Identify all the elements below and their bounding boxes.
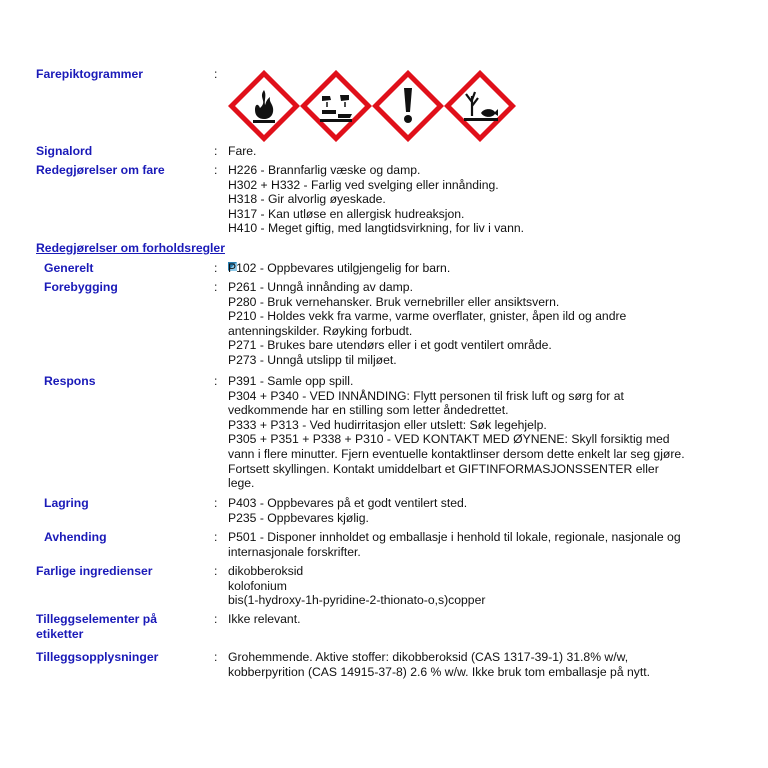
signal-word-value [228, 144, 728, 159]
storage-list [228, 496, 728, 525]
supplemental-info-label: Tilleggsopplysninger [36, 650, 159, 664]
precautionary-statements-heading: Redegjørelser om forholdsregler [36, 241, 225, 255]
supplemental-info-colon: : [214, 650, 218, 664]
response-line: Fortsett skyllingen. Kontakt umiddelbart et GIFTINFORMASJONSSENTER eller [228, 461, 659, 476]
general-line: P102 - Oppbevares utilgjengelig for barn. [228, 261, 451, 275]
disposal-colon: : [214, 530, 218, 544]
disposal-line: internasjonale forskrifter. [228, 544, 361, 559]
storage-line: P403 - Oppbevares på et godt ventilert sted. [228, 496, 468, 510]
response-list [228, 374, 728, 491]
hazard-line: H302 + H332 - Farlig ved svelging eller innånding. [228, 177, 499, 192]
response-label: Respons [44, 374, 96, 388]
hazard-line: H226 - Brannfarlig væske og damp. [228, 163, 421, 177]
supplemental-info-list [228, 650, 728, 679]
supplemental-elements-label [36, 612, 157, 642]
prevention-colon: : [214, 280, 218, 294]
signal-word-label: Signalord [36, 144, 93, 158]
prevention-line: P273 - Unngå utslipp til miljøet. [228, 352, 397, 367]
signal-word-colon: : [214, 144, 218, 158]
supplemental-elements-label-line: Tilleggselementer på [36, 612, 158, 626]
response-colon: : [214, 374, 218, 388]
disposal-label: Avhending [44, 530, 107, 544]
pictogram-row [228, 70, 528, 144]
disposal-list [228, 530, 728, 559]
prevention-label: Forebygging [44, 280, 118, 294]
general-list [228, 261, 728, 276]
signal-word-text: Fare. [228, 144, 257, 158]
supplemental-info-line: kobberpyrition (CAS 14915-37-8) 2.6 % w/w. Ikke bruk tom emballasje på nytt. [228, 664, 651, 679]
general-label: Generelt [44, 261, 94, 275]
hazard-line: H318 - Gir alvorlig øyeskade. [228, 192, 386, 207]
flame-pictogram-icon [228, 70, 300, 142]
prevention-line: P271 - Brukes bare utendørs eller i et godt ventilert område. [228, 338, 552, 353]
prevention-line: P280 - Bruk vernehansker. Bruk vernebriller eller ansiktsvern. [228, 294, 560, 309]
supplemental-info-line: Grohemmende. Aktive stoffer: dikobberoksid (CAS 1317-39-1) 31.8% w/w, [228, 650, 629, 664]
exclamation-pictogram-icon [372, 70, 444, 142]
pictograms-colon: : [214, 67, 218, 81]
response-line: vedkommende har en stilling som letter åndedrettet. [228, 403, 509, 418]
response-line: P305 + P351 + P338 + P310 - VED KONTAKT MED ØYNENE: Skyll forsiktig med [228, 432, 670, 447]
corrosion-pictogram-icon [300, 70, 372, 142]
supplemental-elements-colon: : [214, 612, 218, 626]
supplemental-elements-value [228, 612, 728, 627]
hazard-statements-list [228, 163, 728, 236]
storage-line: P235 - Oppbevares kjølig. [228, 510, 369, 525]
prevention-line: antenningskilder. Røyking forbudt. [228, 323, 413, 338]
prevention-line: P210 - Holdes vekk fra varme, varme overflater, gnister, åpen ild og andre [228, 309, 627, 324]
response-line: P333 + P313 - Ved hudirritasjon eller utslett: Søk legehjelp. [228, 417, 547, 432]
ingredients-label: Farlige ingredienser [36, 564, 153, 578]
response-line: vann i flere minutter. Fjern eventuelle kontaktlinser dersom dette enkelt lar seg gjøre. [228, 446, 685, 461]
prevention-line: P261 - Unngå innånding av damp. [228, 280, 413, 294]
disposal-line: P501 - Disponer innholdet og emballasje i henhold til lokale, regionale, nasjonale og [228, 530, 681, 544]
hazard-statements-label: Redegjørelser om fare [36, 163, 165, 177]
ingredient-line: kolofonium [228, 578, 287, 593]
supplemental-elements-label-line: etiketter [36, 627, 84, 641]
ingredients-colon: : [214, 564, 218, 578]
ingredients-list [228, 564, 728, 608]
ingredient-line: dikobberoksid [228, 564, 304, 578]
environment-pictogram-icon [444, 70, 516, 142]
hazard-line: H317 - Kan utløse en allergisk hudreaksjon. [228, 206, 465, 221]
hazard-line: H410 - Meget giftig, med langtidsvirkning, for liv i vann. [228, 221, 525, 236]
general-colon: : [214, 261, 218, 275]
hazard-statements-colon: : [214, 163, 218, 177]
storage-colon: : [214, 496, 218, 510]
ingredient-line: bis(1-hydroxy-1h-pyridine-2-thionato-o,s)copper [228, 593, 486, 608]
response-line: lege. [228, 476, 255, 491]
supplemental-elements-text: Ikke relevant. [228, 612, 301, 626]
response-line: P391 - Samle opp spill. [228, 374, 354, 388]
prevention-list [228, 280, 728, 368]
response-line: P304 + P340 - VED INNÅNDING: Flytt personen til frisk luft og sørg for at [228, 388, 624, 403]
pictograms-label: Farepiktogrammer [36, 67, 144, 81]
storage-label: Lagring [44, 496, 89, 510]
